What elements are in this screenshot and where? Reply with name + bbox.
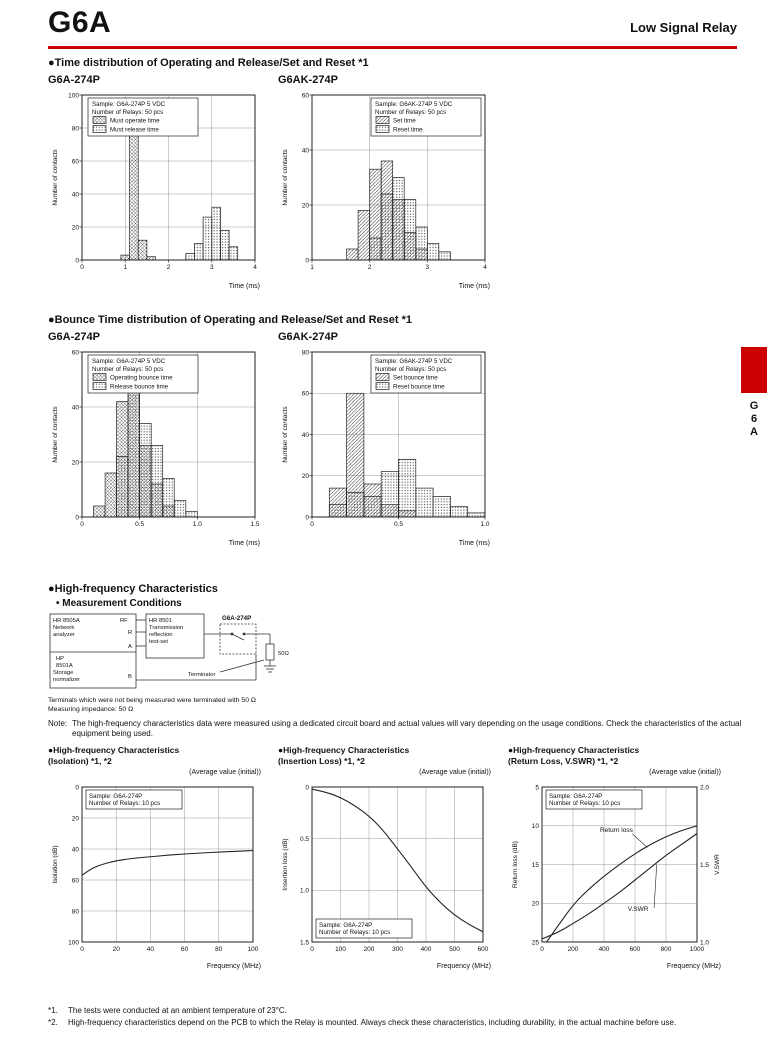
y-tick-label: 40 (301, 431, 309, 439)
terminator-label: Terminator (188, 672, 216, 678)
x-tick-label: 60 (180, 946, 189, 954)
histogram-bar (381, 472, 398, 517)
legend-label: Operating bounce time (110, 374, 173, 382)
time-chart-col-g6ak (278, 74, 493, 297)
x-tick-label: 80 (215, 946, 223, 954)
x-tick-label: 0.5 (393, 521, 404, 528)
header-rule (48, 46, 737, 49)
x-tick-label: 300 (392, 946, 403, 954)
hf-col-isolation (48, 745, 263, 977)
chart-title-g6ak-274p: G6AK-274P (278, 74, 338, 86)
y-axis-label: Number of contacts (52, 406, 59, 463)
sample-label: Sample: G6A-274P (319, 922, 373, 930)
y-tick-label: 60 (71, 877, 79, 885)
legend-swatch (93, 126, 106, 133)
y-tick-label: 1.5 (299, 939, 309, 947)
x-axis-label: Frequency (MHz) (666, 963, 721, 971)
average-value-label: (Average value (initial)) (419, 769, 491, 777)
y-tick-label: 100 (68, 939, 79, 947)
y-tick-label: 40 (71, 191, 79, 199)
histogram-bar (94, 506, 106, 517)
y-tick-label: 20 (71, 815, 79, 823)
histogram-bar (121, 255, 130, 260)
series-curve (547, 826, 697, 942)
histogram-bounce-g6a-274p (48, 344, 263, 549)
x-tick-label: 0 (80, 521, 84, 528)
histogram-bar (439, 252, 451, 260)
series-label: Return loss (599, 827, 633, 835)
histogram-bar (117, 457, 129, 518)
x-tick-label: 200 (567, 946, 579, 954)
y-tick-label: 0 (305, 514, 309, 522)
histogram-bar (203, 217, 212, 260)
histogram-bar (393, 178, 405, 261)
series-label-arrow (632, 834, 647, 848)
line-chart-isolation (48, 777, 263, 972)
legend-swatch (93, 374, 106, 381)
y-tick-label: 0 (75, 514, 79, 522)
sample-label: Number of Relays: 10 pcs (319, 929, 391, 937)
histogram-bar (468, 513, 485, 517)
histogram-bar (138, 240, 147, 260)
y-tick-label: 1.0 (299, 887, 309, 895)
y-tick-label: 0 (75, 257, 79, 265)
y-tick-label: 20 (301, 202, 309, 210)
plot-frame (82, 787, 253, 942)
y-tick-label: 20 (71, 224, 79, 232)
note-label: Note: (48, 719, 68, 728)
svg-text:test-set: test-set (149, 639, 169, 645)
histogram-bar (399, 459, 416, 517)
legend-label: Reset bounce time (393, 383, 445, 391)
svg-text:8501A: 8501A (56, 663, 73, 669)
x-tick-label: 4 (253, 264, 257, 271)
subsection-measurement-conditions: • Measurement Conditions (56, 598, 182, 609)
x-axis-label: Time (ms) (458, 283, 490, 290)
port-rf-label: RF (120, 618, 128, 624)
section-title-time-distribution: ●Time distribution of Operating and Release/Set and Reset *1 (48, 57, 369, 69)
x-tick-label: 2 (367, 264, 372, 271)
x-tick-label: 0 (310, 521, 314, 528)
legend-label: Reset time (393, 126, 423, 134)
sample-label: Sample: G6AK-274P 5 VDC (375, 101, 453, 108)
product-subtitle: Low Signal Relay (630, 20, 737, 35)
line-chart-insertion-loss (278, 777, 493, 972)
section-title-high-frequency: ●High-frequency Characteristics (48, 583, 218, 595)
legend-swatch (376, 117, 389, 124)
y-tick-label: 0 (75, 784, 79, 792)
histogram-time-g6a-274p (48, 87, 263, 292)
measurement-note-1: Terminals which were not being measured were terminated with 50 Ω (48, 697, 256, 704)
chart-title-g6ak-274p: G6AK-274P (278, 331, 338, 343)
footnote-1: *1. The tests were conducted at an ambient temperature of 23°C. (48, 1006, 287, 1015)
hf-heading-insertion-loss: ●High-frequency Characteristics (Insertion Loss) *1, *2 (278, 745, 410, 767)
x-tick-label: 600 (629, 946, 641, 954)
measurement-note-2: Measuring impedance: 50 Ω (48, 706, 134, 713)
y-axis-label: Number of contacts (282, 406, 289, 463)
x-tick-label: 1 (310, 264, 314, 271)
x-tick-label: 1.5 (250, 521, 260, 528)
x-tick-label: 200 (363, 946, 375, 954)
histogram-bounce-g6ak-274p (278, 344, 493, 549)
port-r-label: R (128, 630, 133, 636)
x-tick-label: 2 (166, 264, 171, 271)
x-tick-label: 0 (540, 946, 544, 954)
y-tick-label: 20 (301, 473, 309, 481)
side-tab-marker (741, 347, 767, 393)
series-curve (82, 851, 253, 876)
x-tick-label: 0 (80, 946, 84, 954)
svg-text:normalizer: normalizer (53, 677, 81, 683)
histogram-bar (427, 244, 439, 261)
legend-label: Must operate time (110, 117, 160, 125)
x-tick-label: 1000 (689, 946, 705, 954)
y-tick-label: 20 (71, 459, 79, 467)
y-tick-label: 40 (71, 846, 79, 854)
sample-label: Number of Relays: 50 pcs (375, 366, 447, 373)
sample-label: Number of Relays: 50 pcs (375, 109, 447, 116)
legend-label: Set bounce time (393, 374, 438, 382)
histogram-bar (130, 120, 139, 260)
x-tick-label: 400 (420, 946, 432, 954)
y-tick-label: 60 (301, 92, 309, 100)
side-tab-label: G 6 A (749, 400, 759, 438)
product-title: G6A (48, 6, 112, 39)
sample-label: Number of Relays: 50 pcs (92, 366, 164, 373)
histogram-bar (381, 194, 393, 260)
network-analyzer-label: HR 8505A (53, 618, 80, 624)
svg-text:analyzer: analyzer (53, 632, 75, 638)
y-tick-label: 25 (531, 939, 539, 947)
histogram-bar (174, 501, 186, 518)
x-tick-label: 400 (598, 946, 610, 954)
legend-swatch (93, 383, 106, 390)
y-tick-label: 10 (531, 823, 539, 831)
legend-swatch (376, 126, 389, 133)
y-tick-label: 15 (531, 861, 539, 869)
line-chart-return-loss-vswr (508, 777, 723, 972)
y-tick-label: 5 (535, 784, 539, 792)
y-axis-label: Insertion loss (dB) (282, 838, 289, 891)
x-tick-label: 1.0 (192, 521, 202, 528)
x-tick-label: 3 (425, 264, 430, 271)
y-tick-label: 80 (71, 908, 79, 916)
y-tick-label: 80 (301, 349, 309, 357)
x-tick-label: 800 (660, 946, 672, 954)
sample-label: Number of Relays: 50 pcs (92, 109, 164, 116)
x-tick-label: 20 (112, 946, 120, 954)
sample-label: Sample: G6AK-274P 5 VDC (375, 358, 453, 365)
histogram-bar (358, 211, 370, 261)
legend-label: Release bounce time (110, 383, 169, 391)
svg-text:reflection: reflection (149, 632, 173, 638)
histogram-bar (186, 512, 198, 518)
resistor-label: 50Ω (278, 651, 289, 657)
sample-label: Sample: G6A-274P (549, 793, 603, 801)
usage-note (48, 719, 743, 740)
histogram-bar (416, 227, 428, 260)
y-tick-label: 60 (301, 390, 309, 398)
measurement-circuit-diagram (48, 610, 298, 694)
hf-col-return-loss (508, 745, 723, 977)
histogram-bar (140, 424, 152, 518)
test-set-label: HR 8501 (149, 618, 172, 624)
histogram-bar (212, 207, 221, 260)
histogram-bar (186, 253, 195, 260)
y-tick-label: 0 (305, 784, 309, 792)
histogram-bar (194, 244, 203, 261)
series-label: V.SWR (627, 906, 649, 914)
histogram-bar (404, 200, 416, 261)
hf-col-insertion-loss (278, 745, 493, 977)
time-chart-col-g6a (48, 74, 263, 297)
x-axis-label: Time (ms) (228, 540, 260, 547)
histogram-bar (450, 507, 467, 517)
section-title-bounce-distribution: ●Bounce Time distribution of Operating and Release/Set and Reset *1 (48, 314, 413, 326)
legend-swatch (93, 117, 106, 124)
y-tick-label: 60 (71, 158, 79, 166)
y-tick-label: 80 (71, 125, 79, 133)
sample-label: Number of Relays: 10 pcs (89, 800, 161, 808)
x-tick-label: 1 (123, 264, 128, 271)
histogram-bar (128, 391, 140, 518)
y-axis-label: Number of contacts (52, 149, 59, 206)
y-tick-label: 100 (68, 92, 79, 100)
chart-title-g6a-274p: G6A-274P (48, 74, 100, 86)
y-axis-label: Number of contacts (282, 149, 289, 206)
page-header (48, 6, 737, 40)
sample-label: Sample: G6A-274P 5 VDC (92, 101, 166, 108)
legend-label: Set time (393, 117, 416, 125)
x-tick-label: 500 (449, 946, 460, 954)
storage-normalizer-label: HP (56, 656, 65, 662)
histogram-bar (151, 446, 163, 518)
x-tick-label: 0 (310, 946, 314, 954)
y-tick-label: 40 (301, 147, 309, 155)
bounce-chart-col-g6a (48, 331, 263, 554)
histogram-bar (370, 238, 382, 260)
average-value-label: (Average value (initial)) (649, 769, 721, 777)
hf-heading-isolation: ●High-frequency Characteristics (Isolation) *1, *2 (48, 745, 180, 767)
y-axis-label: Return loss (dB) (512, 841, 519, 889)
hf-heading-return-loss: ●High-frequency Characteristics (Return Loss, V.SWR) *1, *2 (508, 745, 640, 767)
x-tick-label: 100 (335, 946, 346, 954)
histogram-bar (105, 473, 117, 517)
sample-label: Sample: G6A-274P (89, 793, 143, 801)
histogram-bar (347, 492, 364, 517)
histogram-bar (347, 249, 359, 260)
y-tick-label: 0.5 (299, 836, 309, 844)
y-tick-label: 20 (531, 900, 539, 908)
histogram-bar (416, 488, 433, 517)
legend-label: Must release time (110, 126, 159, 134)
y2-tick-label: 2.0 (700, 784, 710, 792)
x-axis-label: Frequency (MHz) (436, 963, 491, 971)
y-tick-label: 60 (71, 349, 79, 357)
x-tick-label: 600 (477, 946, 489, 954)
footnote-2: *2. High-frequency characteristics depend on the PCB to which the Relay is mounted. Always check these characteristics, including durability, in the actual machine before use. (48, 1018, 677, 1027)
sample-label: Sample: G6A-274P 5 VDC (92, 358, 166, 365)
y2-axis-label: V.SWR (714, 854, 721, 875)
x-axis-label: Frequency (MHz) (206, 963, 261, 971)
x-tick-label: 3 (209, 264, 214, 271)
y2-tick-label: 1.0 (700, 939, 710, 947)
x-tick-label: 0.5 (135, 521, 145, 528)
note-text: The high-frequency characteristics data were measured using a dedicated circuit board and actual values will vary depending on the usage conditions. Check the characteristics of the actual equipment being used. (72, 719, 742, 739)
bounce-chart-col-g6ak (278, 331, 493, 554)
y-axis-label: Isolation (dB) (52, 845, 59, 884)
series-curve (542, 834, 697, 939)
histogram-bar (433, 496, 450, 517)
svg-text:Transmission: Transmission (149, 625, 184, 631)
x-tick-label: 0 (80, 264, 84, 271)
x-tick-label: 100 (247, 946, 259, 954)
y-tick-label: 40 (71, 404, 79, 412)
legend-swatch (376, 374, 389, 381)
histogram-bar (229, 247, 238, 260)
svg-text:Network: Network (53, 625, 75, 631)
y2-tick-label: 1.5 (700, 861, 710, 869)
sample-label: Number of Relays: 10 pcs (549, 800, 621, 808)
chart-title-g6a-274p: G6A-274P (48, 331, 100, 343)
histogram-time-g6ak-274p (278, 87, 493, 292)
port-b-label: B (128, 674, 132, 680)
y-tick-label: 0 (305, 257, 309, 265)
x-tick-label: 1.0 (480, 521, 490, 528)
histogram-bar (329, 505, 346, 517)
svg-text:Storage: Storage (53, 670, 74, 676)
port-a-label: A (128, 644, 132, 650)
series-label-arrow (654, 865, 657, 909)
average-value-label: (Average value (initial)) (189, 769, 261, 777)
x-axis-label: Time (ms) (458, 540, 490, 547)
histogram-bar (163, 479, 175, 518)
histogram-bar (364, 496, 381, 517)
x-tick-label: 4 (483, 264, 487, 271)
dut-label: G6A-274P (222, 615, 252, 622)
x-tick-label: 40 (146, 946, 155, 954)
x-axis-label: Time (ms) (228, 283, 260, 290)
legend-swatch (376, 383, 389, 390)
histogram-bar (220, 230, 229, 260)
